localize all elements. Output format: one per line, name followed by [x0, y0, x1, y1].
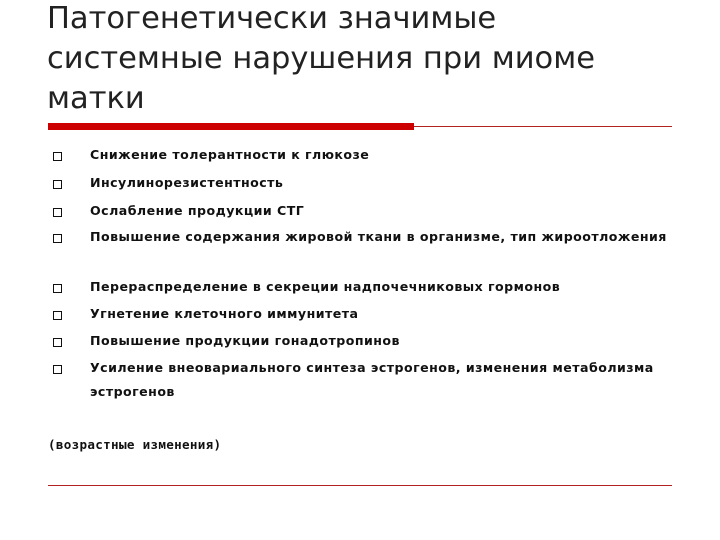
- list-item-text: Повышение содержания жировой ткани в организме, тип жироотложения: [90, 229, 667, 244]
- list-item-text: Усиление внеовариального синтеза эстрогенов, изменения метаболизма эстрогенов: [90, 360, 654, 399]
- list-item-text: Повышение продукции гонадотропинов: [90, 333, 400, 348]
- list-item-text: Ослабление продукции СТГ: [90, 203, 305, 218]
- list-item-text: Снижение толерантности к глюкозе: [90, 147, 370, 162]
- square-bullet-icon: [53, 152, 62, 161]
- square-bullet-icon: [53, 365, 62, 374]
- list-item-text: Перераспределение в секреции надпочечниковых гормонов: [90, 279, 561, 294]
- square-bullet-icon: [53, 311, 62, 320]
- square-bullet-icon: [53, 338, 62, 347]
- list-item-text: Инсулинорезистентность: [90, 175, 284, 190]
- list-item-text: Угнетение клеточного иммунитета: [90, 306, 359, 321]
- square-bullet-icon: [53, 180, 62, 189]
- slide-title: Патогенетически значимые системные нарушения при миоме матки: [47, 1, 595, 116]
- title-underline-accent: [48, 123, 414, 130]
- square-bullet-icon: [53, 234, 62, 243]
- bottom-rule: [48, 485, 672, 486]
- square-bullet-icon: [53, 284, 62, 293]
- square-bullet-icon: [53, 208, 62, 217]
- footnote: (возрастные изменения): [48, 437, 222, 452]
